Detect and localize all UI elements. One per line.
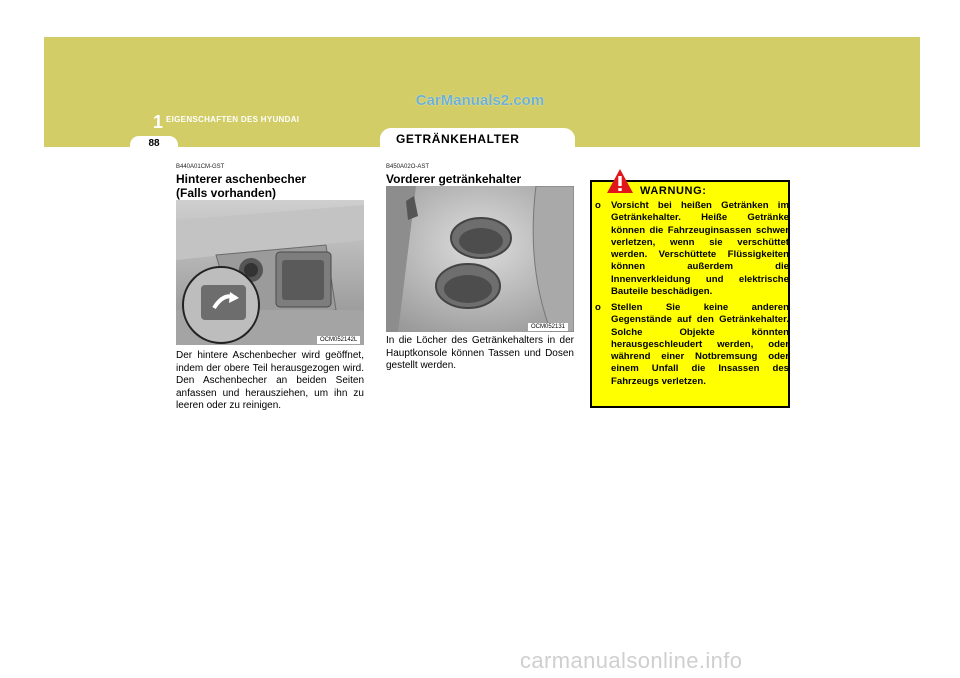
section-title: GETRÄNKEHALTER xyxy=(396,132,520,146)
warning-bullet: o xyxy=(595,200,601,211)
middle-heading: Vorderer getränkehalter xyxy=(386,172,522,186)
chapter-title: EIGENSCHAFTEN DES HYUNDAI xyxy=(166,115,300,124)
left-figure-code: OCM052142L xyxy=(317,336,360,344)
ashtray-illustration xyxy=(176,200,364,345)
cupholder-drawing xyxy=(386,186,574,332)
warning-item-text: Vorsicht bei heißen Getränken im Getränkehalter. Heiße Getränke können die Fahrzeuginsassen schwer verletzen, wenn sie verschüttet werden. Verschüttete Flüssigkeiten können außerdem die Innenverkleidung und elektrische Bauteile beschädigen. xyxy=(611,200,789,298)
left-heading-line2: (Falls vorhanden) xyxy=(176,186,277,200)
ashtray-drawing xyxy=(176,200,364,345)
watermark-top[interactable]: CarManuals2.com xyxy=(415,92,545,109)
cupholder-illustration xyxy=(386,186,574,332)
warning-triangle-icon xyxy=(606,168,634,199)
warning-bullet: o xyxy=(595,302,601,313)
middle-section-code: B450A02O-AST xyxy=(386,164,430,170)
warning-item-text: Stellen Sie keine anderen Gegenstände auf den Getränkehalter. Solche Objekte könnten herausgeschleudert werden, oder während einer Notbremsung oder einem Unfall die Insassen des Fahrzeugs verletzen. xyxy=(611,302,789,387)
middle-figure-code: OCM052131 xyxy=(528,323,568,331)
watermark-bottom[interactable]: carmanualsonline.info xyxy=(520,648,743,673)
chapter-number: 1 xyxy=(153,112,164,132)
warning-title: WARNUNG: xyxy=(640,185,707,197)
left-heading-line1: Hinterer aschenbecher xyxy=(176,172,307,186)
middle-body-text: In die Löcher des Getränkehalters in der Hauptkonsole können Tassen und Dosen gestellt werden. xyxy=(386,335,574,371)
left-section-code: B440A01CM-GST xyxy=(176,164,225,170)
page-number: 88 xyxy=(148,138,160,149)
left-body-text: Der hintere Aschenbecher wird geöffnet, indem der obere Teil herausgezogen wird. Den Aschenbecher an beiden Seiten anfassen und herausziehen, um ihn zu leeren oder zu reinigen. xyxy=(176,350,364,411)
